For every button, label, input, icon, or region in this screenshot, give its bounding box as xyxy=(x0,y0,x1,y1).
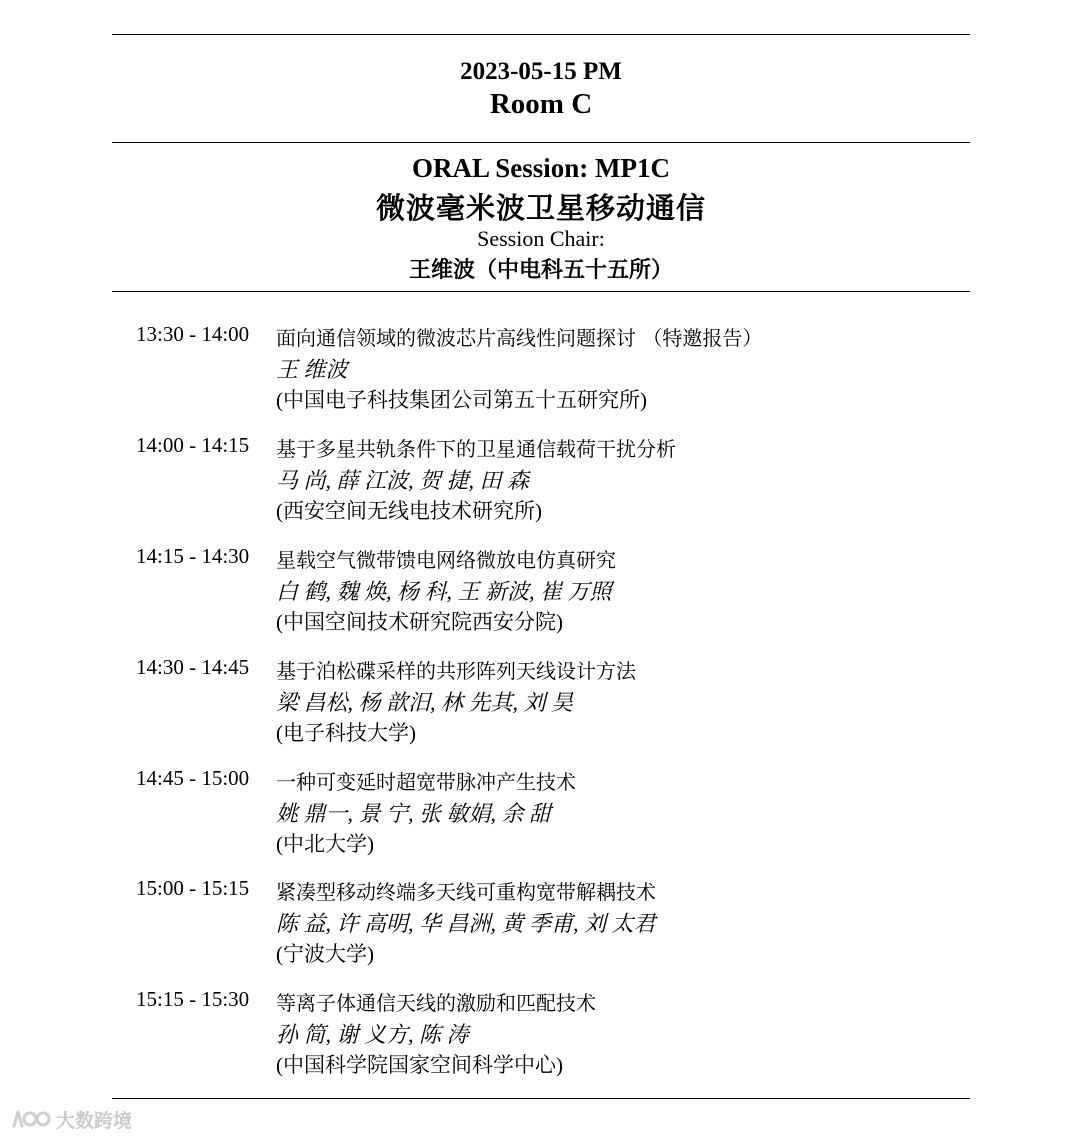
talk-time: 15:00 - 15:15 xyxy=(136,876,250,900)
talk-item xyxy=(0,876,1080,976)
talk-time: 14:15 - 14:30 xyxy=(136,544,250,568)
session-rule xyxy=(112,291,970,292)
watermark-text: 大数跨境 xyxy=(56,1109,133,1132)
session-room: Room C xyxy=(489,88,593,120)
talk-authors: 王 维波 xyxy=(276,357,348,382)
talk-title: 等离子体通信天线的激励和匹配技术 xyxy=(276,991,596,1015)
top-rule xyxy=(112,34,970,35)
talk-time: 15:15 - 15:30 xyxy=(136,987,250,1011)
talk-item xyxy=(0,433,1080,533)
talk-affiliation: (电子科技大学) xyxy=(276,721,416,745)
talk-title: 紧凑型移动终端多天线可重构宽带解耦技术 xyxy=(276,880,656,904)
session-code: ORAL Session: MP1C xyxy=(411,153,671,183)
session-chair-name: 王维波（中电科五十五所） xyxy=(408,258,673,283)
talk-affiliation: (西安空间无线电技术研究所) xyxy=(276,499,542,523)
talk-time: 14:00 - 14:15 xyxy=(136,433,250,457)
bottom-rule xyxy=(112,1098,970,1099)
talk-authors: 孙 简, 谢 义方, 陈 涛 xyxy=(276,1022,469,1047)
talk-affiliation: (中国电子科技集团公司第五十五研究所) xyxy=(276,388,647,412)
talk-authors: 马 尚, 薛 江波, 贺 捷, 田 森 xyxy=(276,468,530,493)
talk-title: 基于泊松碟采样的共形阵列天线设计方法 xyxy=(276,659,636,683)
talk-title: 面向通信领域的微波芯片高线性问题探讨 （特邀报告） xyxy=(276,326,763,350)
talk-affiliation: (宁波大学) xyxy=(276,942,374,966)
talk-authors: 梁 昌松, 杨 歆汨, 林 先其, 刘 昊 xyxy=(276,690,574,715)
talk-time: 14:45 - 15:00 xyxy=(136,766,250,790)
watermark xyxy=(8,1104,132,1134)
talk-affiliation: (中国科学院国家空间科学中心) xyxy=(276,1053,563,1077)
talk-item xyxy=(0,766,1080,866)
talk-item xyxy=(0,987,1080,1087)
talk-time: 14:30 - 14:45 xyxy=(136,655,250,679)
talk-authors: 陈 益, 许 高明, 华 昌洲, 黄 季甫, 刘 太君 xyxy=(276,911,656,936)
talk-title: 基于多星共轨条件下的卫星通信载荷干扰分析 xyxy=(276,437,676,461)
talk-affiliation: (中北大学) xyxy=(276,832,374,856)
session-chair-label: Session Chair: xyxy=(477,226,605,251)
talk-time: 13:30 - 14:00 xyxy=(136,322,250,346)
header-rule xyxy=(112,142,970,143)
talk-affiliation: (中国空间技术研究院西安分院) xyxy=(276,610,563,634)
talk-item xyxy=(0,544,1080,644)
session-title: 微波毫米波卫星移动通信 xyxy=(375,191,706,225)
talk-authors: 白 鹤, 魏 焕, 杨 科, 王 新波, 崔 万照 xyxy=(276,579,612,604)
brand-logo-icon xyxy=(8,1106,52,1132)
talk-title: 一种可变延时超宽带脉冲产生技术 xyxy=(276,770,576,794)
talk-title: 星载空气微带馈电网络微放电仿真研究 xyxy=(276,548,616,572)
talk-item xyxy=(0,655,1080,755)
talk-authors: 姚 鼎一, 景 宁, 张 敏娟, 余 甜 xyxy=(276,801,552,826)
talk-item xyxy=(0,322,1080,422)
session-date: 2023-05-15 PM xyxy=(460,58,622,85)
